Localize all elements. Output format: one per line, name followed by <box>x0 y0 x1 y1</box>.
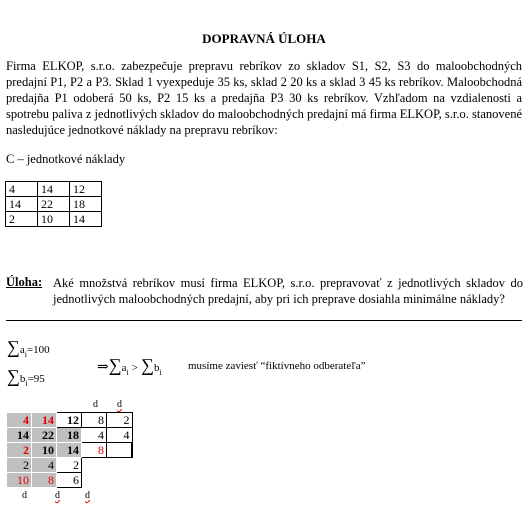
table-row <box>6 212 102 227</box>
sigma-icon: ∑ <box>7 366 20 386</box>
table-cell: 2 <box>7 443 32 458</box>
table-cell: 10 <box>7 473 32 488</box>
table-cell: 12 <box>57 413 82 428</box>
dual-label-bottom: d <box>22 490 27 501</box>
table-row <box>7 428 133 443</box>
implies-icon: ⇒ <box>97 360 109 375</box>
ineq-b: b <box>154 362 160 374</box>
table-cell: 4 <box>7 413 32 428</box>
table-row <box>6 182 102 197</box>
table-cell: 18 <box>57 428 82 443</box>
divider <box>6 320 522 321</box>
table-cell: 14 <box>32 413 57 428</box>
table-row <box>6 197 102 212</box>
ineq-b-sub: i <box>159 368 162 377</box>
sum-b-value: =95 <box>27 373 45 385</box>
table-cell: 14 <box>7 428 32 443</box>
ineq-a: a <box>121 362 127 374</box>
table-cell: 8 <box>82 413 107 428</box>
sigma-icon: ∑ <box>7 337 20 357</box>
ineq-a-sub: i <box>126 368 129 377</box>
dual-label-bottom: d <box>85 490 90 501</box>
fictitious-note: musíme zaviesť “fiktívneho odberateľa” <box>188 360 366 372</box>
sigma-icon: ∑ <box>141 355 155 375</box>
table-cell: 2 <box>7 458 32 473</box>
table-cell: 10 <box>38 212 70 227</box>
table-row <box>7 473 133 488</box>
transport-table <box>6 412 133 488</box>
table-row <box>7 443 133 458</box>
task-text: Aké množstvá rebríkov musí firma ELKOP, s.r.o. prepravovať z jednotlivých skladov do jednotlivých maloobchodných predajní, aby pri ich preprave dosiahla minimálne náklady? <box>53 276 523 306</box>
document-title: DOPRAVNÁ ÚLOHA <box>202 31 326 46</box>
sum-b-var: b <box>19 373 26 385</box>
sum-a-formula <box>7 338 50 357</box>
inequality-formula <box>97 356 162 376</box>
ineq-gt: > <box>131 362 139 374</box>
sum-a-value: =100 <box>26 344 50 356</box>
sum-b-formula <box>7 367 45 386</box>
table-cell <box>82 458 107 473</box>
table-cell <box>82 473 107 488</box>
table-cell: 4 <box>6 182 38 197</box>
cost-matrix-label: C – jednotkové náklady <box>6 152 126 166</box>
table-cell: 14 <box>57 443 82 458</box>
table-cell: 12 <box>70 182 102 197</box>
table-cell: 10 <box>32 443 57 458</box>
sum-a-sub: i <box>24 350 27 359</box>
task-label: Úloha: <box>6 275 43 289</box>
table-cell: 22 <box>32 428 57 443</box>
table-cell: 4 <box>107 428 133 443</box>
cost-matrix-table <box>5 181 102 227</box>
table-cell: 2 <box>6 212 38 227</box>
sum-b-sub: i <box>25 379 28 388</box>
table-cell: 8 <box>82 443 107 458</box>
table-cell: 22 <box>38 197 70 212</box>
table-cell: 2 <box>107 413 133 428</box>
table-row <box>7 458 133 473</box>
table-cell <box>107 473 133 488</box>
sigma-icon: ∑ <box>108 355 122 375</box>
sum-a-var: a <box>19 344 25 356</box>
table-row <box>7 413 133 428</box>
dual-label-top: d <box>93 399 98 410</box>
table-cell: 14 <box>70 212 102 227</box>
table-cell: 2 <box>57 458 82 473</box>
table-cell: 4 <box>32 458 57 473</box>
table-cell: 14 <box>38 182 70 197</box>
dual-label-bottom: d <box>55 490 60 501</box>
table-cell: 4 <box>82 428 107 443</box>
table-cell <box>107 443 133 458</box>
dual-label-top: d <box>117 399 122 410</box>
table-cell <box>107 458 133 473</box>
problem-paragraph: Firma ELKOP, s.r.o. zabezpečuje prepravu rebríkov zo skladov S1, S2, S3 do maloobchodných predajní P1, P2 a P3. Sklad 1 vyexpeduje 35 ks, sklad 2 20 ks a sklad 3 45 ks rebríkov. Maloobchodná predajňa P1 odoberá 50 ks, P2 15 ks a predajňa P3 30 ks rebríkov. Vzhľadom na vzdialenosti a spotrebu paliva z jednotlivých skladov do maloobchodných predajní má firma ELKOP, s.r.o. stanovené nasledujúce jednotkové náklady na prepravu rebríkov: <box>6 59 522 137</box>
table-cell: 18 <box>70 197 102 212</box>
table-cell: 14 <box>6 197 38 212</box>
table-cell: 6 <box>57 473 82 488</box>
table-cell: 8 <box>32 473 57 488</box>
